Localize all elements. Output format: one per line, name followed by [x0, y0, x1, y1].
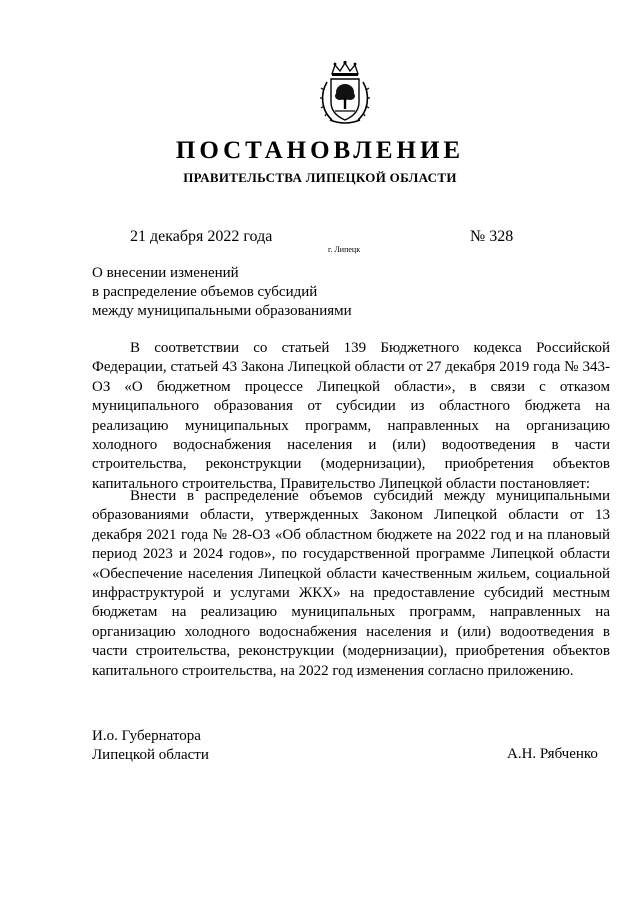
issuing-authority: ПРАВИТЕЛЬСТВА ЛИПЕЦКОЙ ОБЛАСТИ [183, 170, 457, 185]
subject-line: в распределение объемов субсидий [92, 284, 318, 300]
document-title: ПОСТАНОВЛЕНИЕ [175, 137, 465, 164]
subject-line: между муниципальными образованиями [92, 303, 352, 319]
body-paragraph-preamble: В соответствии со статьей 139 Бюджетного кодекса Российской Федерации, статьей 43 Закона Липецкой области от 27 декабря 2019 года № 343-ОЗ «О бюджетном процессе Липецкой области», в связи с отказом муниципального образования от субсидии из областного бюджета на реализацию муниципальных программ, направленных на организацию холодного водоснабжения населения и (или) водоотведения в части строительства, реконструкции (модернизации), приобретения объектов капитального строительства, Правительство Липецкой области постановляет: [92, 340, 610, 492]
signatory-position-line: Липецкой области [92, 747, 209, 763]
document-number: № 328 [470, 228, 514, 245]
coat-of-arms-icon [318, 60, 372, 126]
document-subject [92, 264, 352, 321]
body-paragraph-resolution: Внести в распределение объемов субсидий между муниципальными образованиями области, утвержденных Законом Липецкой области от 13 декабря 2021 года № 28-ОЗ «Об областном бюджете на 2022 год и на плановый период 2023 и 2024 годов», по государственной программе Липецкой области «Обеспечение населения Липецкой области качественным жильем, социальной инфраструктурой и услугами ЖКХ» на предоставление субсидий местным бюджетам на реализацию муниципальных программ, направленных на организацию холодного водоснабжения населения и (или) водоотведения в части строительства, реконструкции (модернизации), приобретения объектов капитального строительства, на 2022 год изменения согласно приложению. [92, 488, 610, 679]
subject-line: О внесении изменений [92, 265, 239, 281]
document-date: 21 декабря 2022 года [130, 228, 273, 245]
signatory-position [92, 727, 209, 765]
signatory-position-line: И.о. Губернатора [92, 728, 201, 744]
signatory-name: А.Н. Рябченко [507, 746, 598, 762]
document-city: г. Липецк [328, 245, 361, 254]
